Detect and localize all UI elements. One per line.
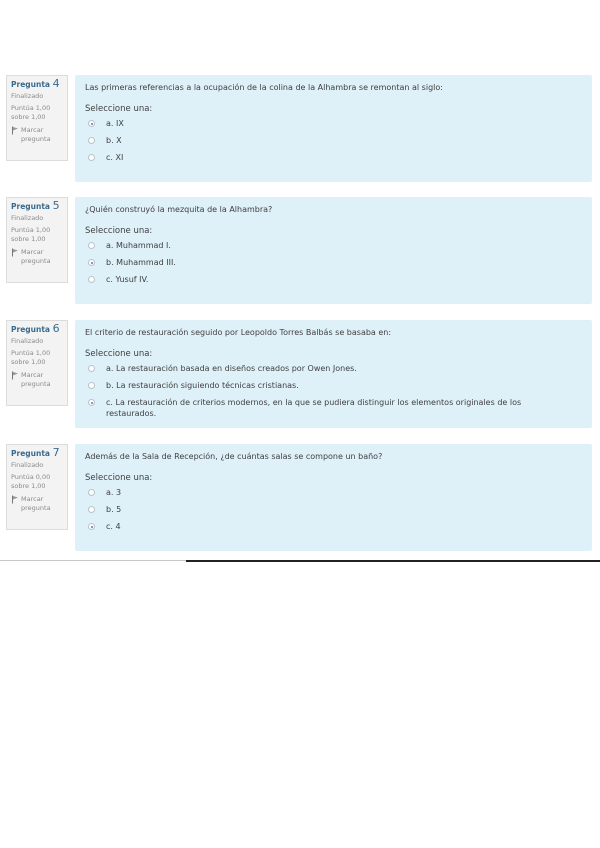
question-state: Finalizado: [11, 461, 44, 469]
question-number: [11, 324, 63, 334]
answer-option-label: a. IX: [106, 119, 124, 128]
answer-option-a[interactable]: [85, 363, 582, 374]
answer-options: [85, 240, 582, 285]
answer-option-label: a. La restauración basada en diseños creados por Owen Jones.: [106, 364, 357, 373]
question-label: Pregunta: [11, 80, 50, 89]
answer-option-label: c. 4: [106, 522, 121, 531]
question-info: [6, 75, 68, 161]
answer-options: [85, 363, 582, 419]
flag-label-line1: Marcar: [21, 495, 44, 503]
question-label: Pregunta: [11, 325, 50, 334]
answer-options: [85, 487, 582, 532]
radio-button[interactable]: [88, 382, 95, 389]
answer-option-label: b. 5: [106, 505, 122, 514]
answer-option-c[interactable]: [85, 397, 582, 419]
answer-prompt: Seleccione una:: [85, 226, 153, 236]
question-content: [75, 75, 592, 182]
flag-icon: [11, 371, 19, 380]
question-state: Finalizado: [11, 92, 44, 100]
radio-button-checked[interactable]: [88, 120, 95, 127]
answer-prompt: Seleccione una:: [85, 349, 153, 359]
radio-button[interactable]: [88, 365, 95, 372]
flag-label-line2: pregunta: [21, 380, 51, 388]
flag-label-line2: pregunta: [21, 504, 51, 512]
answer-option-label: c. XI: [106, 153, 124, 162]
flag-icon: [11, 248, 19, 257]
question-grade-score: Puntúa 0,00: [11, 473, 51, 481]
question-grade-max: sobre 1,00: [11, 482, 46, 490]
answer-option-b[interactable]: [85, 135, 582, 146]
answer-option-b[interactable]: [85, 380, 582, 391]
flag-label-line1: Marcar: [21, 126, 44, 134]
answer-option-b[interactable]: [85, 504, 582, 515]
flag-question-button[interactable]: [11, 126, 63, 144]
flag-label-line1: Marcar: [21, 248, 44, 256]
radio-button[interactable]: [88, 276, 95, 283]
flag-label-line2: pregunta: [21, 135, 51, 143]
flag-label-line2: pregunta: [21, 257, 51, 265]
question-state: Finalizado: [11, 337, 44, 345]
radio-button-checked[interactable]: [88, 523, 95, 530]
question-number: [11, 201, 63, 211]
question-number: [11, 79, 63, 89]
answer-option-a[interactable]: [85, 487, 582, 498]
answer-option-c[interactable]: [85, 152, 582, 163]
question-info: [6, 320, 68, 406]
scrollbar-track: [186, 560, 600, 562]
answer-option-a[interactable]: [85, 118, 582, 129]
answer-option-label: c. Yusuf IV.: [106, 275, 149, 284]
question-grade-score: Puntúa 1,00: [11, 226, 51, 234]
question-text: El criterio de restauración seguido por Leopoldo Torres Balbás se basaba en:: [85, 328, 392, 337]
question-grade-max: sobre 1,00: [11, 235, 46, 243]
answer-option-a[interactable]: [85, 240, 582, 251]
question-content: [75, 444, 592, 551]
question-info: [6, 197, 68, 283]
answer-option-c[interactable]: [85, 521, 582, 532]
question-number-value: 7: [52, 446, 60, 459]
question-state: Finalizado: [11, 214, 44, 222]
question-label: Pregunta: [11, 449, 50, 458]
question-text: ¿Quién construyó la mezquita de la Alhambra?: [85, 205, 273, 214]
radio-button-checked[interactable]: [88, 259, 95, 266]
radio-button[interactable]: [88, 154, 95, 161]
question-text: Además de la Sala de Recepción, ¿de cuántas salas se compone un baño?: [85, 452, 383, 461]
question-grade-score: Puntúa 1,00: [11, 104, 51, 112]
question-content: [75, 197, 592, 304]
answer-option-label: c. La restauración de criterios modernos, en la que se pudiera distinguir los elementos originales de los restaurados.: [106, 398, 522, 418]
flag-icon: [11, 126, 19, 135]
flag-question-button[interactable]: [11, 371, 63, 389]
question-text: Las primeras referencias a la ocupación de la colina de la Alhambra se remontan al siglo:: [85, 83, 443, 92]
radio-button-checked[interactable]: [88, 399, 95, 406]
question-grade-score: Puntúa 1,00: [11, 349, 51, 357]
answer-option-label: a. 3: [106, 488, 122, 497]
question-grade-max: sobre 1,00: [11, 113, 46, 121]
question-content: [75, 320, 592, 428]
answer-option-label: b. La restauración siguiendo técnicas cristianas.: [106, 381, 299, 390]
question-number-value: 6: [52, 322, 60, 335]
answer-option-b[interactable]: [85, 257, 582, 268]
question-number-value: 5: [52, 199, 60, 212]
answer-prompt: Seleccione una:: [85, 104, 153, 114]
answer-prompt: Seleccione una:: [85, 473, 153, 483]
question-grade-max: sobre 1,00: [11, 358, 46, 366]
question-label: Pregunta: [11, 202, 50, 211]
radio-button[interactable]: [88, 489, 95, 496]
question-number: [11, 448, 63, 458]
answer-option-c[interactable]: [85, 274, 582, 285]
radio-button[interactable]: [88, 242, 95, 249]
answer-option-label: a. Muhammad I.: [106, 241, 171, 250]
flag-question-button[interactable]: [11, 495, 63, 513]
answer-option-label: b. X: [106, 136, 122, 145]
flag-label-line1: Marcar: [21, 371, 44, 379]
answer-options: [85, 118, 582, 163]
question-info: [6, 444, 68, 530]
radio-button[interactable]: [88, 506, 95, 513]
question-number-value: 4: [52, 77, 60, 90]
flag-icon: [11, 495, 19, 504]
radio-button[interactable]: [88, 137, 95, 144]
flag-question-button[interactable]: [11, 248, 63, 266]
answer-option-label: b. Muhammad III.: [106, 258, 176, 267]
